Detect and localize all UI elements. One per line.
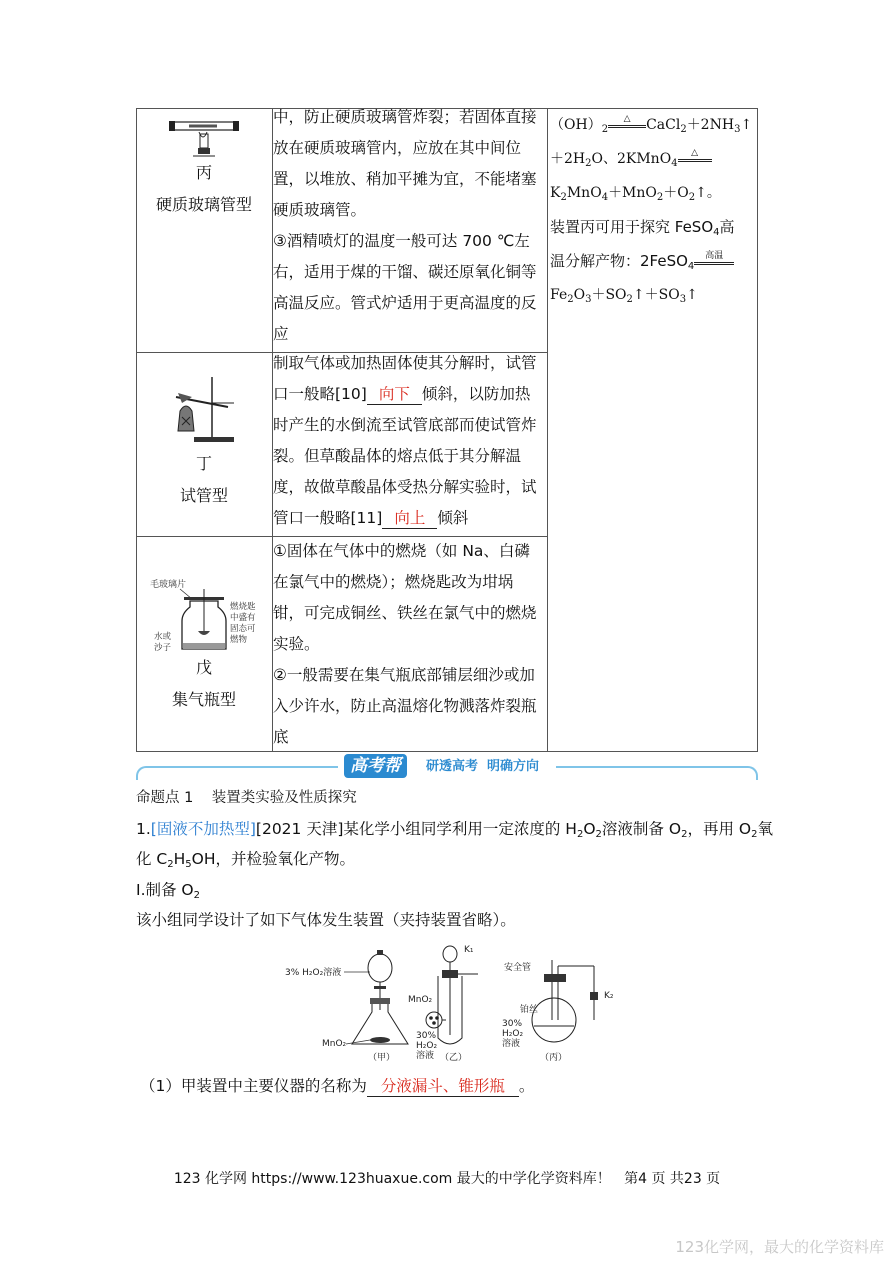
part-1-intro: 该小组同学设计了如下气体发生装置（夹持装置省略）。: [136, 911, 516, 929]
bing-wire-label: 铂丝: [520, 1005, 539, 1015]
text-line: ①固体在气体中的燃烧（如 Na、白磷: [273, 542, 530, 560]
question-text: O: [583, 820, 596, 838]
svg-text:溶液: 溶液: [502, 1039, 521, 1049]
row-wu-figure-cell: [136, 537, 272, 751]
eq-text: （OH）: [550, 117, 602, 133]
banner-title: 高考帮: [344, 754, 407, 778]
gaokaobang-banner: [136, 752, 758, 782]
row-ding-name: 试管型: [179, 486, 228, 505]
heat-condition: △: [608, 113, 646, 128]
answer-blank-11: 向上: [382, 509, 437, 529]
gas-generator-figure: [282, 940, 622, 1065]
eq-text: ↑。: [695, 185, 721, 201]
text-line: 底: [273, 728, 289, 746]
row-bing-description: [273, 102, 545, 350]
eq-text: CaCl: [646, 117, 681, 133]
eq-text: MnO: [566, 185, 602, 201]
row-bing-name: 硬质玻璃管型: [155, 195, 252, 214]
svg-text:水或: 水或: [154, 632, 172, 642]
bing-label: （丙）: [540, 1053, 568, 1063]
question-text: 化 C: [136, 850, 168, 868]
yi-label: （乙）: [440, 1053, 468, 1063]
svg-text:30%: 30%: [416, 1031, 437, 1041]
svg-text:中盛有: 中盛有: [230, 613, 256, 623]
text-line: ③酒精喷灯的温度一般可达 700 ℃左: [273, 232, 530, 250]
row-ding-label: 丁: [195, 454, 212, 473]
eq-text: ＋SO: [591, 287, 627, 303]
page-footer: 123 化学网 https://www.123huaxue.com 最大的中学化学资料库！ 第4 页 共23 页: [173, 1171, 721, 1187]
sub-question-text: （1）甲装置中主要仪器的名称为: [140, 1077, 367, 1095]
text-line: 在氯气中的燃烧）；燃烧匙改为坩埚: [273, 573, 514, 591]
sub-question-text: 。: [518, 1077, 535, 1095]
answer-blank-10: 向下: [367, 385, 422, 405]
eq-text: 温分解产物：2FeSO: [550, 252, 688, 270]
apparatus-table: [136, 108, 758, 752]
row-wu-label: 戊: [195, 658, 212, 677]
eq-text: ＋MnO: [608, 185, 657, 201]
svg-text:H₂O₂: H₂O₂: [502, 1029, 524, 1039]
equation-line-3: $K_2MnO_4+MnO_2+O_2↑$。: [550, 185, 721, 203]
eq-text: O、2KMnO: [591, 151, 672, 167]
question-text: 某化学小组同学利用一定浓度的 H: [343, 820, 577, 838]
jia-reagent-label: 3% H₂O₂溶液: [285, 968, 342, 978]
eq-text: ↑＋SO: [632, 287, 680, 303]
text-line: 右，适用于煤的干馏、碳还原氧化铜等: [273, 263, 537, 281]
text-line: [273, 503, 545, 534]
blank-prefix: 管口一般略[11]: [273, 509, 383, 527]
question-type-tag[interactable]: [固液不加热型]: [150, 820, 256, 838]
text-line: 中，防止硬质玻璃管炸裂；若固体直接: [273, 108, 537, 126]
svg-text:燃物: 燃物: [230, 635, 248, 645]
bing-valve-label: K₂: [604, 991, 614, 1001]
text-line: 应: [273, 325, 289, 343]
row-bing-figure-cell: [136, 108, 272, 352]
part-title: Ⅰ.制备 O: [136, 881, 194, 899]
eq-text: 高: [719, 218, 735, 236]
blank-prefix: 口一般略[10]: [273, 385, 367, 403]
eq-text: ＋2NH: [686, 117, 735, 133]
heat-condition: △: [678, 147, 712, 162]
text-line: 置，以堆放、稍加平摊为宜，不能堵塞: [273, 170, 537, 188]
text-line: 高温反应。管式炉适用于更高温度的反: [273, 294, 537, 312]
eq-text: K: [550, 185, 561, 201]
text-line: 度，故做草酸晶体受热分解实验时，试: [273, 478, 537, 496]
question-text: 溶液制备 O: [601, 820, 682, 838]
eq-text: 装置丙可用于探究 FeSO: [550, 218, 714, 236]
text-line: 硬质玻璃管。: [273, 201, 367, 219]
text-line: [273, 379, 545, 410]
row-ding-description: [273, 348, 545, 534]
test-tube-stand-figure: [172, 373, 242, 445]
section-heading: 命题点 1 装置类实验及性质探究: [136, 790, 357, 806]
yi-valve-label: K₁: [464, 945, 474, 955]
text-line: 时产生的水倒流至试管底部而使试管炸: [273, 416, 537, 434]
eq-text: O: [573, 287, 586, 303]
text-line: ②一般需要在集气瓶底部铺层细沙或加: [273, 666, 535, 684]
right-column-equations: [550, 108, 755, 312]
eq-text: ↑: [686, 287, 698, 303]
eq-text: Fe: [550, 287, 568, 303]
question-1-line-2: 化 $C_2H_5OH$，并检验氧化产物。: [136, 850, 356, 870]
part-1-heading: Ⅰ.制备 $O_2$: [136, 881, 201, 901]
svg-text:H₂O₂: H₂O₂: [416, 1041, 438, 1051]
question-1-line-1: 1.[固液不加热型][2021 天津]某化学小组同学利用一定浓度的 $H_2O_2$溶液制备 $O_2$，再用 $O_2$氧: [136, 820, 773, 840]
row-wu-description: [273, 536, 545, 753]
equation-line-4: 装置丙可用于探究 FeSO$_4$高: [550, 218, 735, 238]
question-1-sub-1: [140, 1072, 534, 1100]
equation-line-6: $Fe_2O_3+SO_2↑+SO_3↑$: [550, 287, 698, 305]
high-temp-condition: 高温: [694, 250, 734, 265]
site-watermark: 123化学网，最大的化学资料库: [675, 1238, 884, 1256]
question-source: [2021 天津]: [255, 820, 344, 838]
blank-suffix: 倾斜，以防加热: [421, 385, 531, 403]
equation-line-5: 温分解产物：2FeSO$_4$高温: [550, 244, 755, 278]
text-line: 放在硬质玻璃管内，应放在其中间位: [273, 139, 522, 157]
text-line: 制取气体或加热固体使其分解时，试管: [273, 354, 537, 372]
question-text: 氧: [757, 820, 773, 838]
svg-text:燃烧匙: 燃烧匙: [230, 602, 256, 612]
row-wu-name: 集气瓶型: [171, 690, 236, 709]
question-text: ，再用 O: [687, 820, 752, 838]
jia-solid-label: MnO₂: [322, 1039, 347, 1049]
text-line: 入少许水，防止高温熔化物溅落炸裂瓶: [273, 697, 537, 715]
blank-suffix: 倾斜: [437, 509, 469, 527]
eq-text: ＋O: [663, 185, 689, 201]
text-line: 实验。: [273, 635, 320, 653]
question-text: OH，并检验氧化产物。: [191, 850, 356, 868]
svg-text:30%: 30%: [502, 1019, 523, 1029]
question-text: H: [173, 850, 186, 868]
svg-text:沙子: 沙子: [154, 643, 172, 653]
banner-subtitle: 研透高考 明确方向: [426, 759, 540, 774]
eq-text: ＋2H: [550, 151, 586, 167]
yi-solid-label: MnO₂: [408, 995, 433, 1005]
row-bing-label: 丙: [195, 163, 212, 182]
cover-label: 毛玻璃片: [150, 580, 187, 590]
text-line: 裂。但草酸晶体的熔点低于其分解温: [273, 447, 522, 465]
equation-line-2: $+2H_2O$、2KMnO$_4$△: [550, 142, 755, 176]
bing-tube-label: 安全管: [504, 963, 532, 973]
hard-glass-tube-figure: [169, 112, 239, 164]
answer-blank: 分液漏斗、锥形瓶: [367, 1077, 519, 1097]
question-number: 1.: [136, 820, 151, 838]
gas-jar-figure: [144, 575, 268, 655]
equation-line-1: $(OH)_2\triangle$ $CaCl_2+2NH_3↑$: [550, 114, 753, 135]
jia-label: （甲）: [368, 1053, 396, 1063]
text-line: 钳，可完成铜丝、铁丝在氯气中的燃烧: [273, 604, 537, 622]
svg-text:溶液: 溶液: [416, 1051, 435, 1061]
svg-text:固态可: 固态可: [230, 624, 256, 634]
row-ding-figure-cell: [136, 353, 272, 536]
